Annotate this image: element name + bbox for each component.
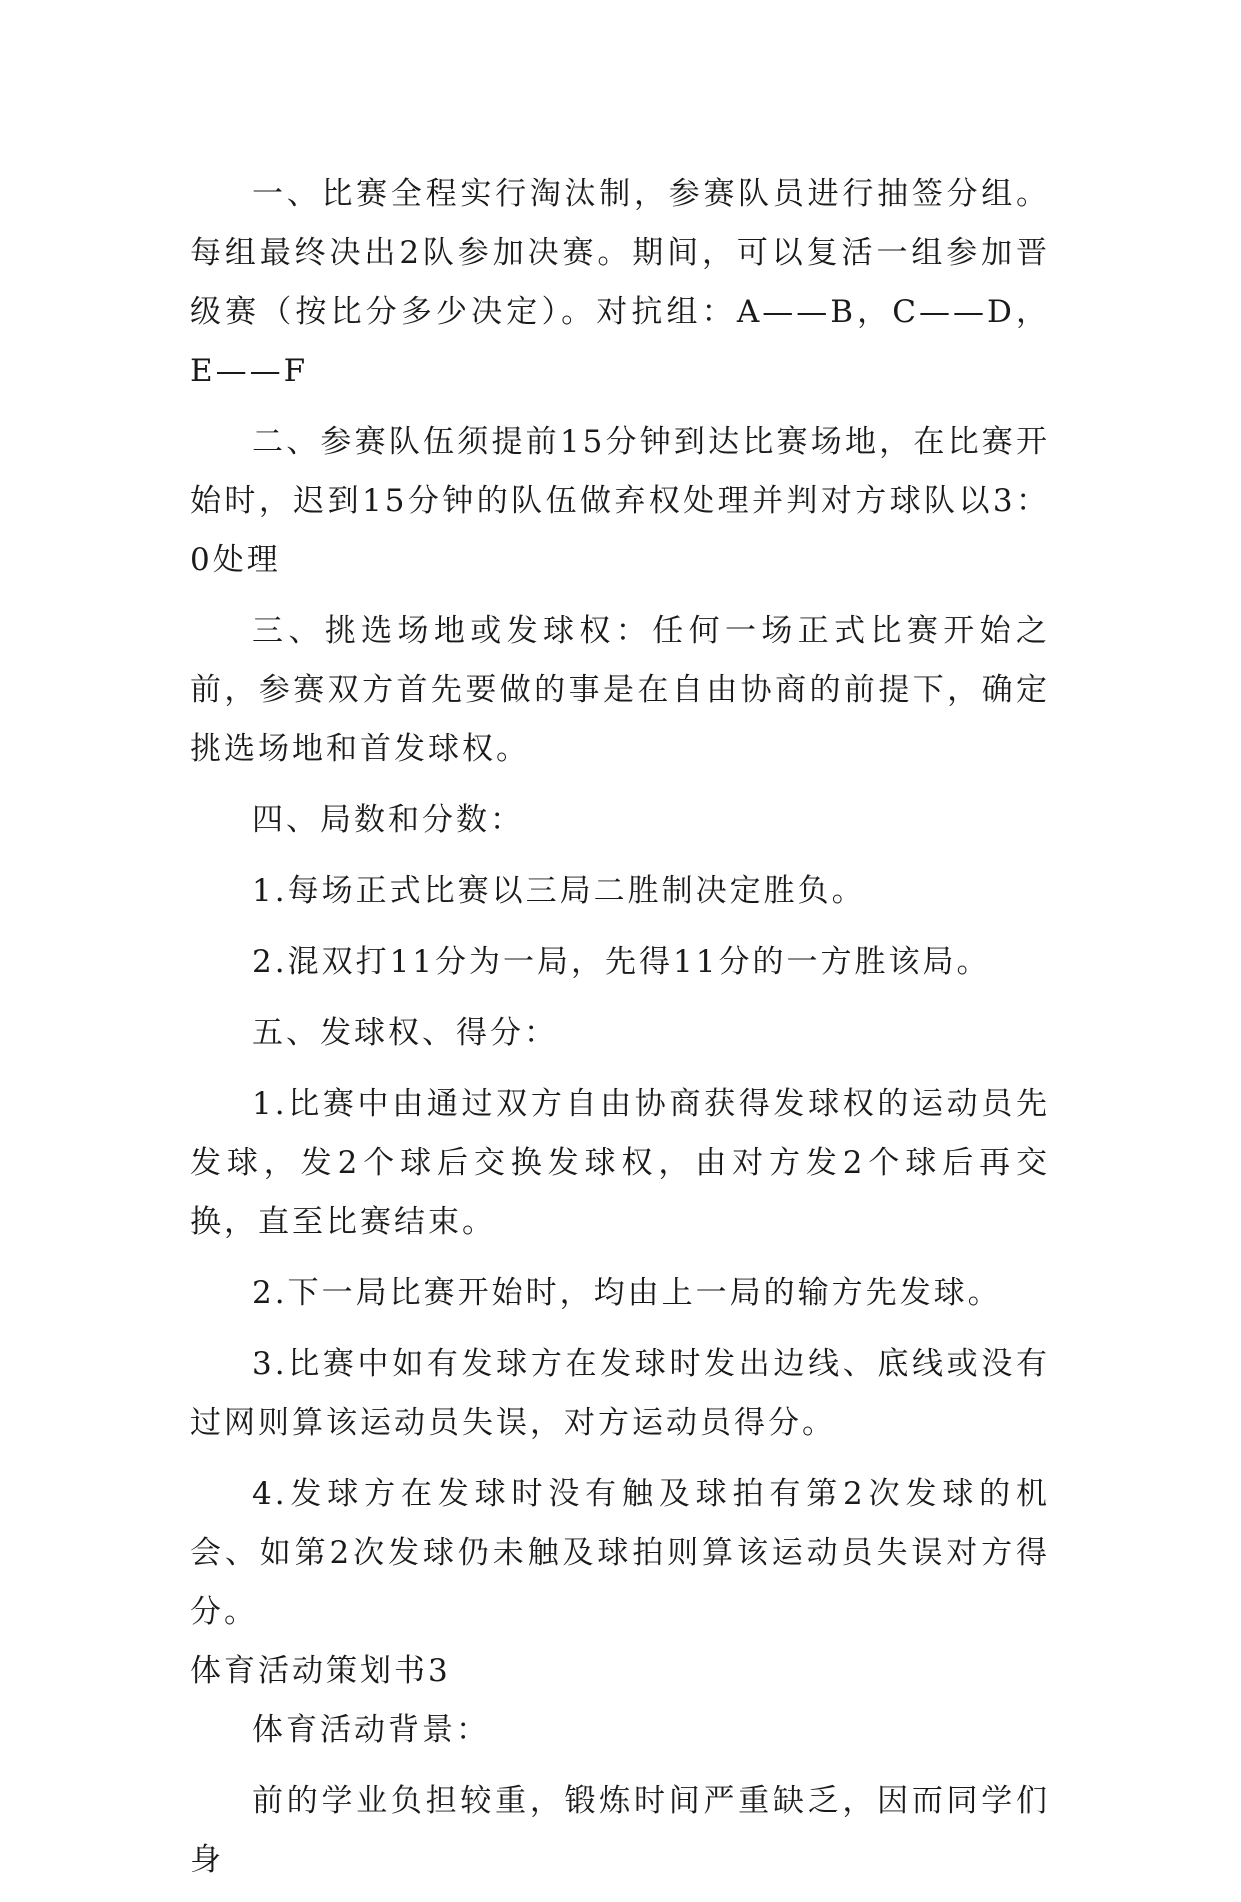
- background-label: 体育活动背景：: [252, 1712, 490, 1748]
- paragraph-rule-5-item-4: 4.发球方在发球时没有触及球拍有第2次发球的机会、如第2次发球仍未触及球拍则算该运动员失误对方得分。: [190, 1476, 1050, 1630]
- paragraph-rule-4-item-1: 1.每场正式比赛以三局二胜制决定胜负。: [252, 873, 866, 909]
- section-title: 体育活动策划书3: [190, 1653, 451, 1689]
- paragraph-rule-4-item-2: 2.混双打11分为一局，先得11分的一方胜该局。: [252, 944, 991, 980]
- paragraph-rule-4-heading: 四、局数和分数：: [252, 802, 524, 838]
- paragraph-rule-3: 三、挑选场地或发球权：任何一场正式比赛开始之前，参赛双方首先要做的事是在自由协商的前提下，确定挑选场地和首发球权。: [190, 613, 1050, 767]
- paragraph-rule-2: 二、参赛队伍须提前15分钟到达比赛场地，在比赛开始时，迟到15分钟的队伍做弃权处理并判对方球队以3：0处理: [190, 424, 1050, 578]
- paragraph-rule-5-item-2: 2.下一局比赛开始时，均由上一局的输方先发球。: [252, 1275, 1002, 1311]
- paragraph-rule-5-item-1: 1.比赛中由通过双方自由协商获得发球权的运动员先发球，发2个球后交换发球权，由对方发2个球后再交换，直至比赛结束。: [190, 1086, 1050, 1240]
- paragraph-rule-5-heading: 五、发球权、得分：: [252, 1015, 558, 1051]
- background-text: 前的学业负担较重，锻炼时间严重缺乏，因而同学们身: [190, 1783, 1050, 1878]
- paragraph-rule-5-item-3: 3.比赛中如有发球方在发球时发出边线、底线或没有过网则算该运动员失误，对方运动员得分。: [190, 1346, 1050, 1441]
- paragraph-rule-1: 一、比赛全程实行淘汰制，参赛队员进行抽签分组。每组最终决出2队参加决赛。期间，可以复活一组参加晋级赛（按比分多少决定）。对抗组：A——B，C——D，E——F: [190, 176, 1050, 389]
- document-body: [190, 165, 1050, 1902]
